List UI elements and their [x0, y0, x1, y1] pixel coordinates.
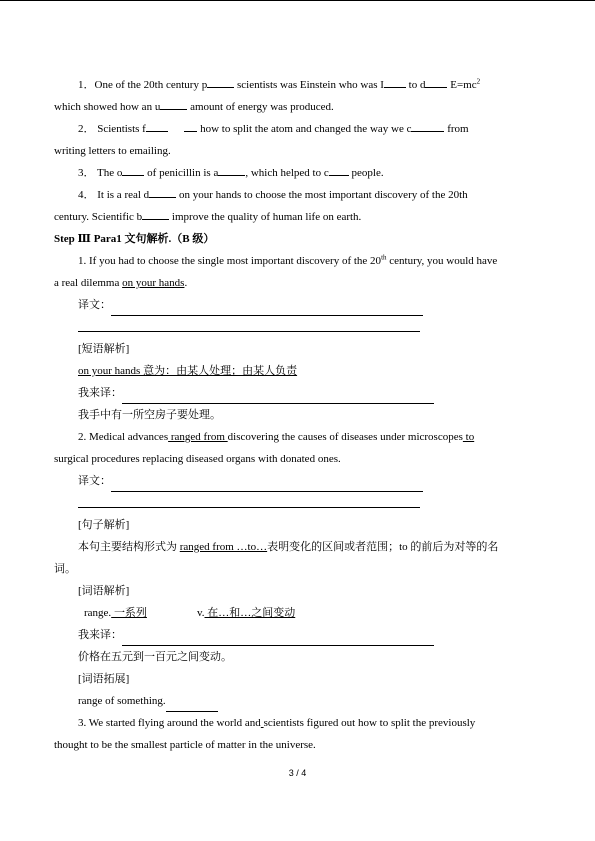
- phrase-analysis-text: [54, 360, 544, 382]
- q3-text-c: , which helped to c: [245, 167, 329, 179]
- example-text: 我手中有一所空房子要处理。: [78, 409, 221, 421]
- sentence-analysis-line-2: [54, 558, 544, 580]
- answer-blank[interactable]: [207, 75, 234, 88]
- phrase-explanation: on your hands 意为：由某人处理；由某人负责: [78, 365, 298, 377]
- answer-blank[interactable]: [184, 119, 197, 132]
- superscript: 2: [476, 77, 481, 86]
- s3-text-a: 3. We started flying around the world and: [78, 717, 261, 729]
- step-number: Ⅲ: [77, 233, 91, 245]
- my-translation-label: 我来译：: [78, 629, 122, 641]
- word-extension-label: [54, 668, 544, 690]
- q1-text-d: E=mc: [447, 79, 477, 91]
- s3-text-c: thought to be the smallest particle of matter in the universe.: [54, 739, 316, 751]
- step-label: Step: [54, 233, 75, 245]
- example-sentence-1: [54, 404, 544, 426]
- question-4-line-1: [54, 184, 544, 206]
- q1-text-e: which showed how an u: [54, 101, 161, 113]
- my-translation-row-1: [54, 382, 544, 404]
- translation-row-3: [54, 470, 544, 492]
- translation-label: 译文：: [78, 299, 111, 311]
- answer-blank[interactable]: [142, 207, 169, 220]
- q1-text-c: to d: [405, 79, 426, 91]
- q2-text-c: from: [444, 123, 469, 135]
- sentence-3-line-1: [54, 712, 544, 734]
- question-1-line-2: [54, 96, 544, 118]
- word-meaning-verb: 在…和…之间变动: [204, 607, 296, 619]
- highlighted-phrase: ranged from: [168, 431, 228, 443]
- word-analysis-range: [54, 602, 544, 624]
- q1-text-b: scientists was Einstein who was I: [234, 79, 384, 91]
- q4-text-a: 4． It is a real d: [78, 189, 150, 201]
- question-4-line-2: [54, 206, 544, 228]
- superscript: th: [381, 253, 387, 262]
- translation-blank[interactable]: [122, 389, 434, 404]
- question-3: [54, 162, 544, 184]
- answer-blank[interactable]: [218, 163, 245, 176]
- translation-label: 译文：: [78, 475, 111, 487]
- word-analysis-label: [54, 580, 544, 602]
- label-text: [短语解析]: [78, 343, 130, 355]
- s2-text-c: surgical procedures replacing diseased organs with donated ones.: [54, 453, 341, 465]
- answer-blank[interactable]: [425, 75, 447, 88]
- word-range: range.: [84, 607, 112, 619]
- sentence-2-line-1: [54, 426, 544, 448]
- translation-blank[interactable]: [122, 631, 434, 646]
- top-border-line: [0, 0, 595, 1]
- step-title: Para1 文句解析.（B 级）: [93, 233, 215, 245]
- answer-blank[interactable]: [146, 119, 168, 132]
- q2-text-b: how to split the atom and changed the way we c: [197, 123, 412, 135]
- highlighted-phrase: on your hands: [122, 277, 185, 289]
- translation-row-2: [54, 316, 544, 338]
- q4-text-b: on your hands to choose the most important discovery of the 20th: [176, 189, 468, 201]
- analysis-text-b: 表明变化的区间或者范围；to 的前后为对等的名: [267, 541, 499, 553]
- sentence-3-line-2: [54, 734, 544, 756]
- s1-text-b: century, you would have: [386, 255, 498, 267]
- question-2-line-1: [54, 118, 544, 140]
- s2-text-b: discovering the causes of diseases under microscopes: [227, 431, 463, 443]
- q2-text-a: 2． Scientists f: [78, 123, 146, 135]
- answer-blank[interactable]: [329, 163, 349, 176]
- worksheet-content: [54, 74, 544, 756]
- example-sentence-2: [54, 646, 544, 668]
- q3-text-d: people.: [348, 167, 384, 179]
- q3-text-b: of penicillin is a: [144, 167, 219, 179]
- s1-text-d: .: [184, 277, 188, 289]
- q1-text-a: 1．One of the 20th century p: [78, 79, 208, 91]
- section-heading: [54, 228, 544, 250]
- highlighted-phrase: to: [462, 431, 475, 443]
- word-meaning-noun: 一系列: [111, 607, 147, 619]
- phrase-analysis-label: [54, 338, 544, 360]
- answer-blank[interactable]: [160, 97, 187, 110]
- s1-text-a: 1. If you had to choose the single most important discovery of the 20: [78, 255, 382, 267]
- translation-row-1: [54, 294, 544, 316]
- answer-blank[interactable]: [411, 119, 444, 132]
- answer-blank[interactable]: [149, 185, 176, 198]
- my-translation-row-2: [54, 624, 544, 646]
- highlighted-structure: ranged from …to…: [179, 541, 268, 553]
- q2-text-d: writing letters to emailing.: [54, 145, 171, 157]
- question-2-line-2: [54, 140, 544, 162]
- s3-text-b: scientists figured out how to split the previously: [263, 717, 476, 729]
- answer-blank[interactable]: [166, 697, 218, 712]
- s2-text-a: 2. Medical advances: [78, 431, 169, 443]
- q1-text-f: amount of energy was produced.: [187, 101, 334, 113]
- question-1-line-1: [54, 74, 544, 96]
- analysis-text-a: 本句主要结构形式为: [78, 541, 180, 553]
- label-text: [词语拓展]: [78, 673, 130, 685]
- q3-text-a: 3． The o: [78, 167, 123, 179]
- translation-row-4: [54, 492, 544, 514]
- s1-text-c: a real dilemma: [54, 277, 123, 289]
- translation-blank[interactable]: [111, 477, 423, 492]
- sentence-analysis-line-1: [54, 536, 544, 558]
- page-number: 3 / 4: [288, 768, 307, 778]
- sentence-2-line-2: [54, 448, 544, 470]
- example-text: 价格在五元到一百元之间变动。: [78, 651, 232, 663]
- translation-blank[interactable]: [111, 301, 423, 316]
- answer-blank[interactable]: [122, 163, 144, 176]
- q4-text-c: century. Scientific b: [54, 211, 143, 223]
- translation-blank[interactable]: [78, 507, 420, 508]
- my-translation-label: 我来译：: [78, 387, 122, 399]
- sentence-analysis-label: [54, 514, 544, 536]
- analysis-text-c: 词。: [54, 563, 76, 575]
- extension-phrase: range of something.: [78, 695, 166, 707]
- label-text: [句子解析]: [78, 519, 130, 531]
- sentence-1-line-1: [54, 250, 544, 272]
- q4-text-d: improve the quality of human life on earth.: [169, 211, 362, 223]
- answer-blank[interactable]: [384, 75, 406, 88]
- translation-blank[interactable]: [78, 331, 420, 332]
- label-text: [词语解析]: [78, 585, 130, 597]
- sentence-1-line-2: [54, 272, 544, 294]
- part-of-speech: v.: [196, 607, 205, 619]
- word-extension-text: [54, 690, 544, 712]
